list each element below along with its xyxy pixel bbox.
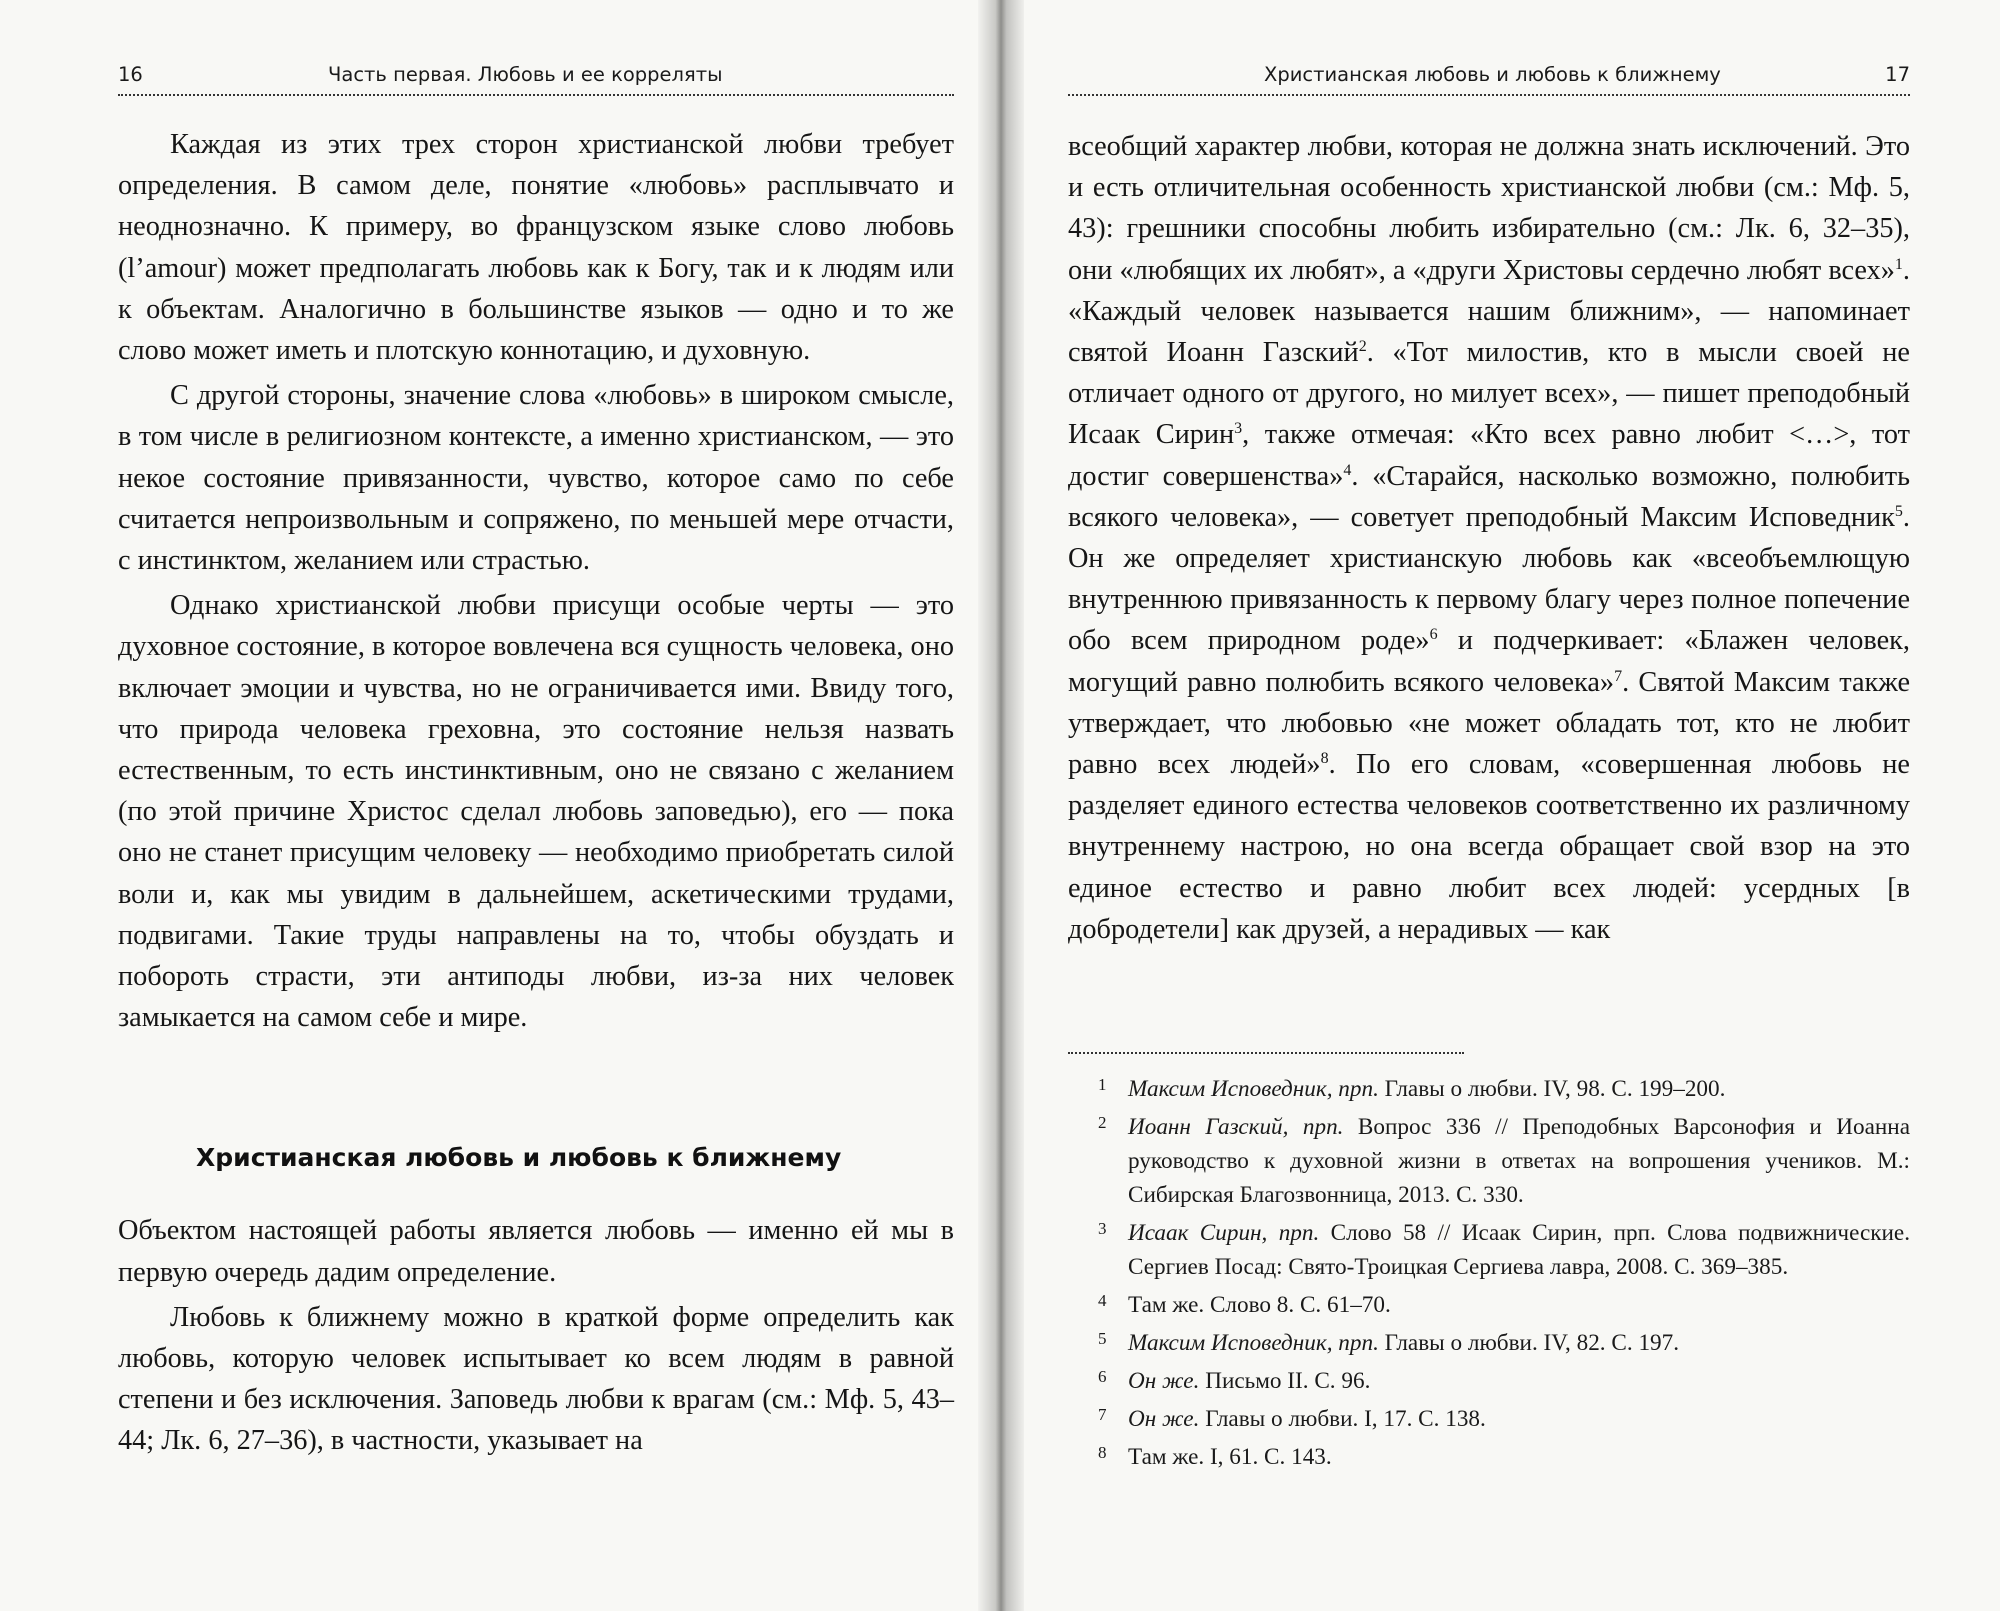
footnote-text: Вопрос 336 // Преподобных Варсонофия и Иоанна руководство к духовной жизни в ответах на вопрошения учеников. М.: Сибирская Благозвонница, 2013. С. 330. [1128,1114,1910,1208]
right-header-title: Христианская любовь и любовь к ближнему [1264,63,1721,86]
right-body-text [1068,126,1910,950]
footnote-text: Письмо II. С. 96. [1199,1368,1371,1394]
footnote-ref[interactable]: 4 [1343,461,1352,479]
footnote: 7 Он же. Главы о любви. I, 17. С. 138. [1098,1405,1486,1432]
footnote-ref[interactable]: 7 [1614,667,1623,685]
paragraph: Объектом настоящей работы является любовь — именно ей мы в первую очередь дадим определение. [118,1215,954,1288]
footnote: 6 Он же. Письмо II. С. 96. [1098,1367,1371,1394]
book-gutter [978,0,1024,1611]
left-header-rule [118,94,954,96]
text-run: . «Старайся, насколько возможно, полюбить всякого человека», — советует преподобный Максим Исповедник [1068,460,1910,533]
footnotes [1068,1072,1910,1478]
footnote: 4 Там же. Слово 8. С. 61–70. [1098,1291,1391,1318]
footnote-ref[interactable]: 1 [1894,255,1903,273]
footnote-text: Главы о любви. IV, 82. С. 197. [1378,1330,1680,1356]
right-running-header [1068,58,1910,92]
footnote-author: Максим Исповедник, прп. [1128,1076,1379,1102]
left-body-text [118,124,954,1462]
footnote-author: Он же. [1128,1406,1200,1432]
section-heading: Христианская любовь и любовь к ближнему [196,1143,842,1173]
paragraph: Любовь к ближнему можно в краткой форме определить как любовь, которую человек испытывает ко всем людям в равной степени и без исключения. Заповедь любви к врагам (см.: Мф. 5, 43–44; Лк. 6, 27–36), в частности, указывает на [118,1301,954,1457]
footnote-ref[interactable]: 8 [1320,750,1329,768]
right-page-number: 17 [1885,63,1910,86]
footnote-ref[interactable]: 6 [1429,626,1438,644]
footnote: 2 Иоанн Газский, прп. Вопрос 336 // Преподобных Варсонофия и Иоанна руководство к духовной жизни в ответах на вопрошения учеников. М.: Сибирская Благозвонница, 2013. С. 330. [1098,1113,1910,1208]
paragraph [1068,126,1910,950]
text-run: . «Тот милостив, кто в мысли своей не отличает одного от другого, но милует всех», — пишет преподобный Исаак Сирин [1068,337,1910,451]
footnote: 3 Исаак Сирин, прп. Слово 58 // Исаак Сирин, прп. Слова подвижнические. Сергиев Посад: Свято-Троицкая Сергиева лавра, 2008. С. 369–385. [1098,1219,1910,1280]
footnote-author: Исаак Сирин, прп. [1128,1220,1320,1246]
footnote-text: Там же. I, 61. С. 143. [1128,1444,1332,1470]
footnote-text: Слово 58 // Исаак Сирин, прп. Слова подвижнические. Сергиев Посад: Свято-Троицкая Сергиева лавра, 2008. С. 369–385. [1128,1220,1910,1280]
right-header-rule [1068,94,1910,96]
footnote-ref[interactable]: 3 [1234,420,1243,438]
paragraph: С другой стороны, значение слова «любовь» в широком смысле, в том числе в религиозном контексте, а именно христианском, — это некое состояние привязанности, чувство, которое само по себе считается непроизвольным и сопряжено, по меньшей мере отчасти, с инстинктом, желанием или страстью. [118,380,954,577]
footnote-rule [1068,1052,1464,1054]
footnote-author: Максим Исповедник, прп. [1128,1330,1379,1356]
footnote: 8 Там же. I, 61. С. 143. [1098,1443,1332,1470]
paragraph: Каждая из этих трех сторон христианской любви требует определения. В самом деле, понятие «любовь» расплывчато и неоднозначно. К примеру, во французском языке слово любовь (l’amour) может предполагать любовь как к Богу, так и к людям или к объектам. Аналогично в большинстве языков — одно и то же слово может иметь и плотскую коннотацию, и духовную. [118,129,954,367]
footnote-ref[interactable]: 5 [1894,502,1903,520]
text-run: . Он же определяет христианскую любовь как «всеобъемлющую внутреннюю привязанность к первому благу через полное попечение обо всем природном роде» [1068,501,1910,657]
footnote-ref[interactable]: 2 [1358,338,1367,356]
text-run: , также отмечая: «Кто всех равно любит <…>, тот достиг совершенства» [1068,419,1910,492]
footnote-author: Он же. [1128,1368,1200,1394]
text-run: . Святой Максим также утверждает, что любовью «не может обладать тот, кто не любит равно всех людей» [1068,666,1911,781]
left-running-header [118,58,954,92]
footnote-author: Иоанн Газский, прп. [1128,1114,1344,1140]
left-header-title: Часть первая. Любовь и ее корреляты [328,63,723,86]
footnote-text: Там же. Слово 8. С. 61–70. [1128,1292,1391,1318]
footnote: 1 Максим Исповедник, прп. Главы о любви. IV, 98. С. 199–200. [1098,1075,1726,1102]
text-run: . По его словам, «совершенная любовь не разделяет единого естества человеков соответственно их различному внутреннему настрою, но она всегда обращает свой взор на это единое естество и равно любит всех людей: усердных [в добродетели] как друзей, а нерадивых — как [1068,749,1910,945]
footnote: 5 Максим Исповедник, прп. Главы о любви. IV, 82. С. 197. [1098,1329,1680,1356]
paragraph: Однако христианской любви присущи особые черты — это духовное состояние, в которое вовлечена вся сущность человека, оно включает эмоции и чувства, но не ограничивается ими. Ввиду того, что природа человека греховна, это состояние нельзя назвать естественным, то есть инстинктивным, оно не связано с желанием (по этой причине Христос сделал любовь заповедью), его — пока оно не станет присущим человеку — необходимо приобретать силой воли и, как мы увидим в дальнейшем, аскетическими трудами, подвигами. Такие труды направлены на то, чтобы обуздать и побороть страсти, эти антиподы любви, из-за них человек замыкается на самом себе и мире. [118,590,954,1034]
text-run: . «Каждый человек называется нашим ближним», — напоминает святой Иоанн Газский [1068,254,1910,369]
left-page-number: 16 [118,63,143,86]
text-run: и подчеркивает: «Блажен человек, могущий равно полюбить всякого человека» [1068,625,1911,698]
footnote-text: Главы о любви. I, 17. С. 138. [1199,1406,1486,1432]
text-run: всеобщий характер любви, которая не должна знать исключений. Это и есть отличительная особенность христианской любви (см.: Мф. 5, 43): грешники способны любить избирательно (см.: Лк. 6, 32–35), они «любящих их любят», а «други Христовы сердечно любят всех» [1068,131,1910,286]
footnote-text: Главы о любви. IV, 98. С. 199–200. [1378,1076,1726,1102]
